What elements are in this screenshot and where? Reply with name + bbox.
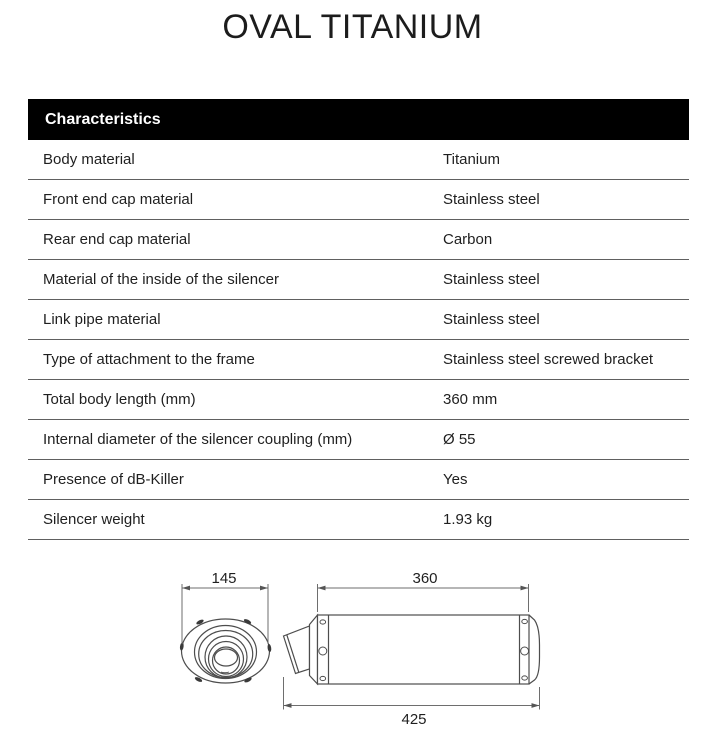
table-row [28,260,689,300]
row-value: Stainless steel [443,271,540,288]
table-row [28,500,689,540]
row-label: Silencer weight [43,511,145,528]
table-row [28,300,689,340]
table-header: Characteristics [28,99,689,140]
table-row [28,340,689,380]
row-value: 360 mm [443,391,498,408]
row-label: Type of attachment to the frame [43,351,255,368]
dimension-body-length [318,584,529,612]
silencer-front-view [182,619,270,683]
table-row [28,460,689,500]
row-value: Stainless steel [443,311,540,328]
row-value: Yes [443,471,468,488]
row-value: Titanium [443,151,500,168]
table-row [28,140,689,180]
row-label: Rear end cap material [43,231,191,248]
silencer-side-view [284,615,540,684]
row-label: Link pipe material [43,311,161,328]
row-value: Stainless steel [443,191,540,208]
row-value: Stainless steel screwed bracket [443,351,654,368]
row-label: Body material [43,151,135,168]
row-value: 1.93 kg [443,511,493,528]
characteristics-table [28,99,689,540]
page-title: OVAL TITANIUM [222,8,483,46]
right-end-cap [529,615,540,684]
row-label: Total body length (mm) [43,391,196,408]
row-label: Internal diameter of the silencer coupling (mm) [43,431,353,448]
table-row [28,220,689,260]
row-value: Ø 55 [443,431,476,448]
technical-drawing [0,555,705,741]
table-row [28,420,689,460]
table-row [28,180,689,220]
row-value: Carbon [443,231,493,248]
silencer-body [318,615,530,684]
row-label: Front end cap material [43,191,194,208]
table-row [28,380,689,420]
dimension-front-width [182,584,268,644]
row-label: Presence of dB-Killer [43,471,184,488]
left-end-cap [310,615,318,684]
dimension-front-width-label: 145 [211,570,237,587]
dimension-body-length-label: 360 [412,570,438,587]
dimension-total-length-label: 425 [401,711,427,728]
row-label: Material of the inside of the silencer [43,271,279,288]
